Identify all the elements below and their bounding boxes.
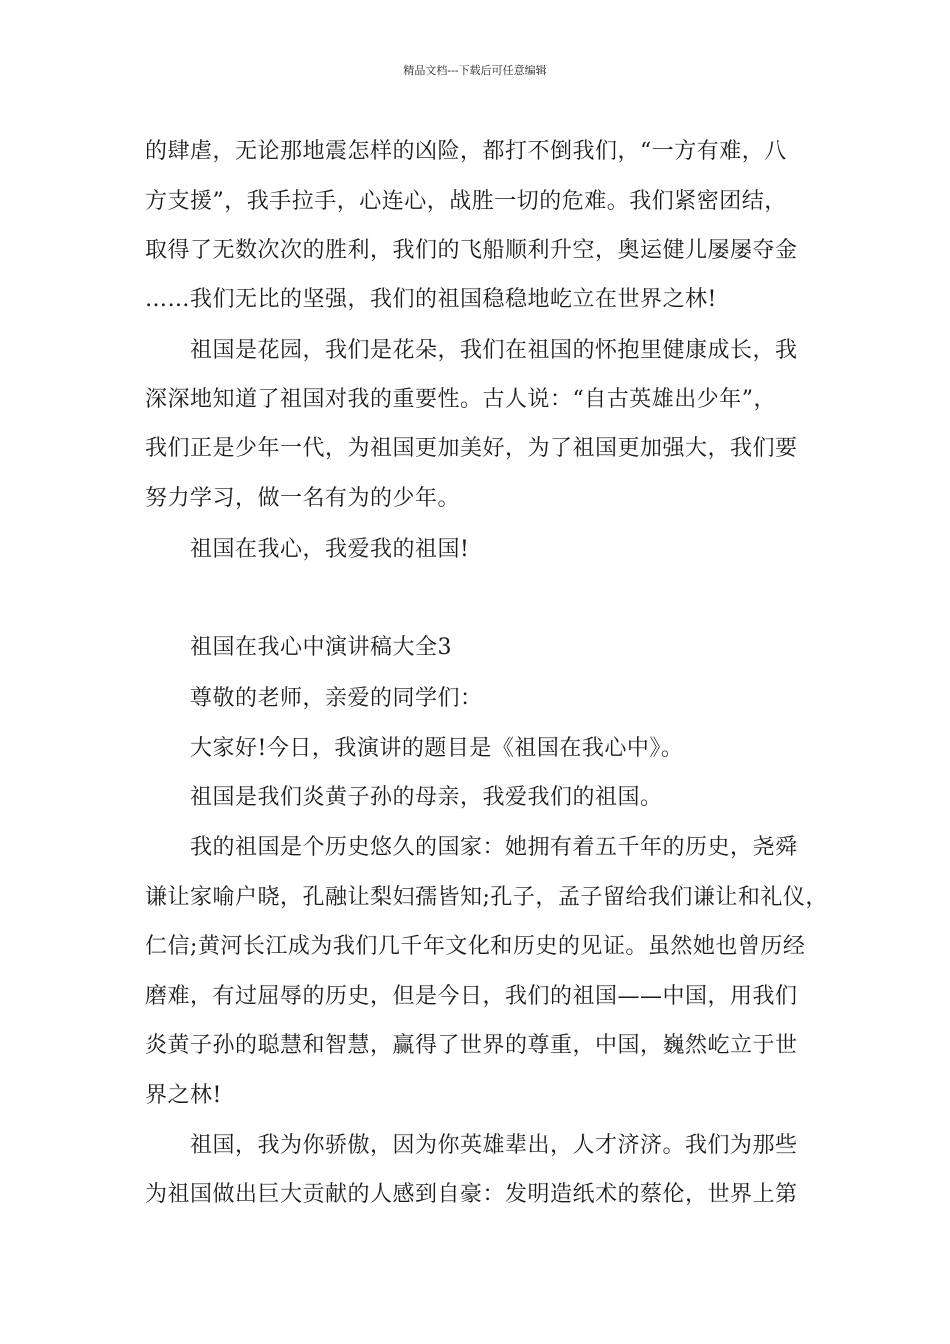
- text-line: 磨难，有过屈辱的历史，但是今日，我们的祖国——中国，用我们: [145, 984, 798, 1009]
- text-line: 大家好!今日，我演讲的题目是《祖国在我心中》。: [190, 736, 684, 761]
- text-line: 努力学习，做一名有为的少年。: [145, 486, 461, 511]
- text-line: 尊敬的老师，亲爱的同学们：: [190, 686, 483, 711]
- text-line: 界之林!: [145, 1083, 222, 1108]
- text-line: 祖国是花园，我们是花朵，我们在祖国的怀抱里健康成长，我: [190, 338, 798, 363]
- text-line: 深深地知道了祖国对我的重要性。古人说：“自古英雄出少年”，: [145, 387, 776, 412]
- text-line: 为祖国做出巨大贡献的人感到自豪：发明造纸术的蔡伦，世界上第: [145, 1182, 798, 1207]
- text-line: 取得了无数次次的胜利，我们的飞船顺利升空，奥运健儿屡屡夺金: [145, 238, 798, 263]
- text-line: 祖国，我为你骄傲，因为你英雄辈出，人才济济。我们为那些: [190, 1133, 798, 1158]
- text-line: 我的祖国是个历史悠久的国家：她拥有着五千年的历史，尧舜: [190, 835, 798, 860]
- text-line: 祖国是我们炎黄子孙的母亲，我爱我们的祖国。: [190, 785, 663, 810]
- text-line: 祖国在我心，我爱我的祖国!: [190, 537, 470, 562]
- text-line: 方支援”，我手拉手，心连心，战胜一切的危难。我们紧密团结，: [145, 189, 787, 214]
- text-line: 的肆虐，无论那地震怎样的凶险，都打不倒我们，“一方有难，八: [145, 139, 787, 164]
- section-title: 祖国在我心中演讲稿大全3: [190, 635, 452, 660]
- text-line: ……我们无比的坚强，我们的祖国稳稳地屹立在世界之林!: [145, 287, 717, 312]
- text-line: 我们正是少年一代，为祖国更加美好，为了祖国更加强大，我们要: [145, 436, 798, 461]
- text-line: 炎黄子孙的聪慧和智慧，赢得了世界的尊重，中国，巍然屹立于世: [145, 1033, 798, 1058]
- text-line: 仁信;黄河长江成为我们几千年文化和历史的见证。虽然她也曾历经: [145, 934, 806, 959]
- text-line: 谦让家喻户晓，孔融让梨妇孺皆知;孔子，孟子留给我们谦让和礼仪，: [145, 885, 828, 910]
- page-header: 精品文档---下载后可任意编辑: [403, 64, 547, 77]
